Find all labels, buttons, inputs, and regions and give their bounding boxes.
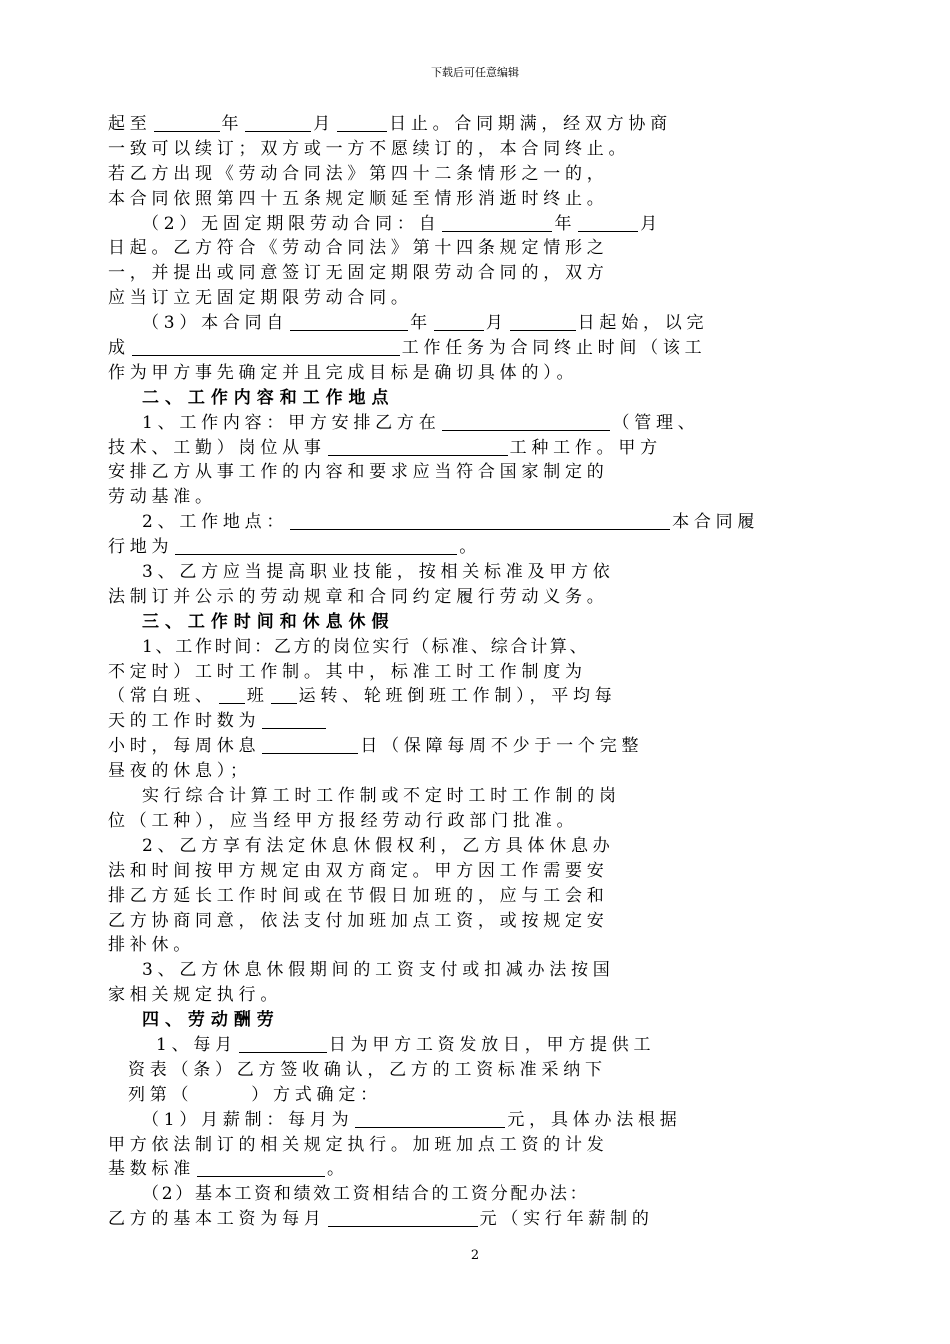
page-header: 下载后可任意编辑 (431, 66, 519, 79)
text-line: 起至 年 月 日止。合同期满，经双方协商 (108, 114, 672, 134)
text-line: 基数标准 。 (108, 1159, 349, 1180)
text-line: 技术、工勤）岗位从事 工种工作。甲方 (108, 437, 662, 458)
text-line: 若乙方出现《劳动合同法》第四十二条情形之一的， (108, 163, 609, 184)
text-line: 昼夜的休息）； (108, 761, 252, 782)
text-line: 小时，每周休息 日（保障每周不少于一个完整 (108, 736, 644, 757)
text-line: 1、工作内容：甲方安排乙方在 （管理、 (142, 412, 700, 433)
text-line: 3、乙方应当提高职业技能，按相关标准及甲方依 (142, 562, 615, 583)
text-line: （1）月薪制：每月为 元，具体办法根据 (142, 1109, 682, 1130)
text-line: 安排乙方从事工作的内容和要求应当符合国家制定的 (108, 462, 609, 483)
text-line: 一，并提出或同意签订无固定期限劳动合同的，双方 (108, 263, 609, 284)
section-heading: 四、劳动酬劳 (142, 1010, 280, 1031)
text-line: 甲方依法制订的相关规定执行。加班加点工资的计发 (108, 1134, 609, 1155)
text-line: （2）无固定期限劳动合同：自 年 月 (142, 213, 662, 234)
text-line: 家相关规定执行。 (108, 985, 283, 1006)
page-number: 2 (470, 1248, 480, 1263)
text-line: 行地为 。 (108, 537, 482, 558)
text-line: 乙方协商同意，依法支付加班加点工资，或按规定安 (108, 910, 609, 931)
text-line: 日起。乙方符合《劳动合同法》第十四条规定情形之 (108, 238, 609, 259)
text-line: 列第（ ）方式确定： (128, 1084, 382, 1105)
text-line: 资表（条）乙方签收确认，乙方的工资标准采纳下 (128, 1059, 607, 1080)
text-line: 劳动基准。 (108, 487, 217, 508)
section-heading: 三、工作时间和休息休假 (142, 611, 395, 632)
section-heading: 二、工作内容和工作地点 (142, 387, 395, 408)
text-line: （2）基本工资和绩效工资相结合的工资分配办法： (142, 1184, 590, 1205)
text-line: 排补休。 (108, 935, 196, 956)
text-line: 乙方的基本工资为每月 元（实行年薪制的 (108, 1209, 654, 1230)
text-line: 天的工作时数为 (108, 709, 860, 734)
text-line: （常白班、 班 运转、轮班倒班工作制），平均每 (108, 686, 617, 707)
text-line: 排乙方延长工作时间或在节假日加班的，应与工会和 (108, 885, 609, 906)
text-line: 成 工作任务为合同终止时间（该工 (108, 338, 707, 359)
text-line: 法和时间按甲方规定由双方商定。甲方因工作需要安 (108, 860, 609, 881)
text-line: 位（工种），应当经甲方报经劳动行政部门批准。 (108, 810, 579, 831)
text-line: （3）本合同自 年 月 日起始，以完 (142, 313, 709, 334)
text-line: 不定时）工时工作制。其中，标准工时工作制度为 (108, 661, 587, 682)
text-line: 本合同依照第四十五条规定顺延至情形消逝时终止。 (108, 188, 609, 209)
contract-body (108, 112, 860, 1232)
text-line: 1、工作时间：乙方的岗位实行（标准、综合计算、 (142, 636, 590, 657)
text-line: 3、乙方休息休假期间的工资支付或扣减办法按国 (142, 960, 615, 981)
text-line: 2、乙方享有法定休息休假权利，乙方具体休息办 (142, 835, 615, 856)
text-line: 1、每月 日为甲方工资发放日，甲方提供工 (156, 1034, 656, 1055)
text-line: 作为甲方事先确定并且完成目标是确切具体的）。 (108, 362, 579, 383)
text-line: 2、工作地点： 本合同履 (142, 512, 760, 533)
text-line: 应当订立无固定期限劳动合同。 (108, 288, 413, 309)
text-line: 一致可以续订；双方或一方不愿续订的，本合同终止。 (108, 138, 631, 159)
text-line: 法制订并公示的劳动规章和合同约定履行劳动义务。 (108, 586, 609, 607)
text-line: 实行综合计算工时工作制或不定时工时工作制的岗 (142, 786, 621, 807)
